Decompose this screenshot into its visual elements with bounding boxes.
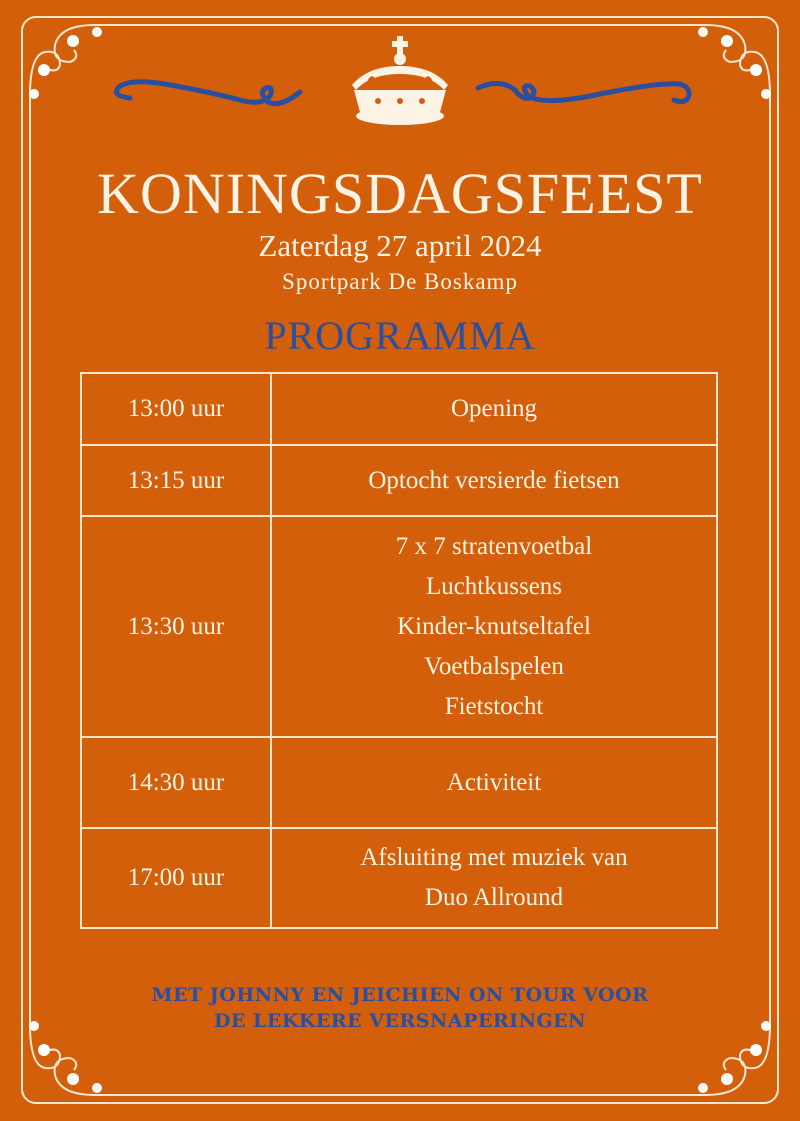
event-title: KONINGSDAGSFEEST xyxy=(97,161,703,226)
activity-cell xyxy=(271,737,717,828)
activity-item: Voetbalspelen xyxy=(424,652,564,680)
activity-item: Optocht versierde fietsen xyxy=(368,466,620,494)
activity-item: 7 x 7 stratenvoetbal xyxy=(395,532,593,560)
activity-item: Kinder-knutseltafel xyxy=(397,612,591,640)
activity-item: Afsluiting met muziek van xyxy=(360,844,628,871)
time-cell: 13:30 uur xyxy=(81,516,271,737)
time-cell: 17:00 uur xyxy=(81,828,271,928)
corner-scroll-icon xyxy=(29,25,102,99)
event-date: Zaterdag 27 april 2024 xyxy=(258,228,542,263)
footer-line: DE LEKKERE VERSNAPERINGEN xyxy=(213,1010,587,1032)
activity-item: Opening xyxy=(450,395,538,422)
flourish-right-icon xyxy=(478,83,689,101)
activity-cell xyxy=(271,828,717,928)
corner-scroll-icon xyxy=(698,25,771,99)
activity-cell xyxy=(271,445,717,516)
table-row xyxy=(81,828,717,928)
footer-note xyxy=(80,982,720,1034)
table-row xyxy=(81,373,717,445)
table-row xyxy=(81,516,717,737)
activity-item: Activiteit xyxy=(446,768,542,796)
schedule-table xyxy=(80,372,718,929)
flourish-left-icon xyxy=(117,82,301,104)
activity-cell xyxy=(271,516,717,737)
footer-line: MET JOHNNY EN JEICHIEN ON TOUR VOOR xyxy=(151,984,649,1006)
activity-cell xyxy=(271,373,717,445)
time-cell: 14:30 uur xyxy=(81,737,271,828)
time-cell: 13:00 uur xyxy=(81,373,271,445)
activity-item: Luchtkussens xyxy=(425,572,563,600)
table-row xyxy=(81,737,717,828)
event-location: Sportpark De Boskamp xyxy=(282,269,518,294)
activity-item: Fietstocht xyxy=(444,692,544,720)
table-row xyxy=(81,445,717,516)
crown-icon xyxy=(352,36,448,125)
program-heading: PROGRAMMA xyxy=(264,313,536,358)
time-cell: 13:15 uur xyxy=(81,445,271,516)
activity-item: Duo Allround xyxy=(424,884,564,911)
